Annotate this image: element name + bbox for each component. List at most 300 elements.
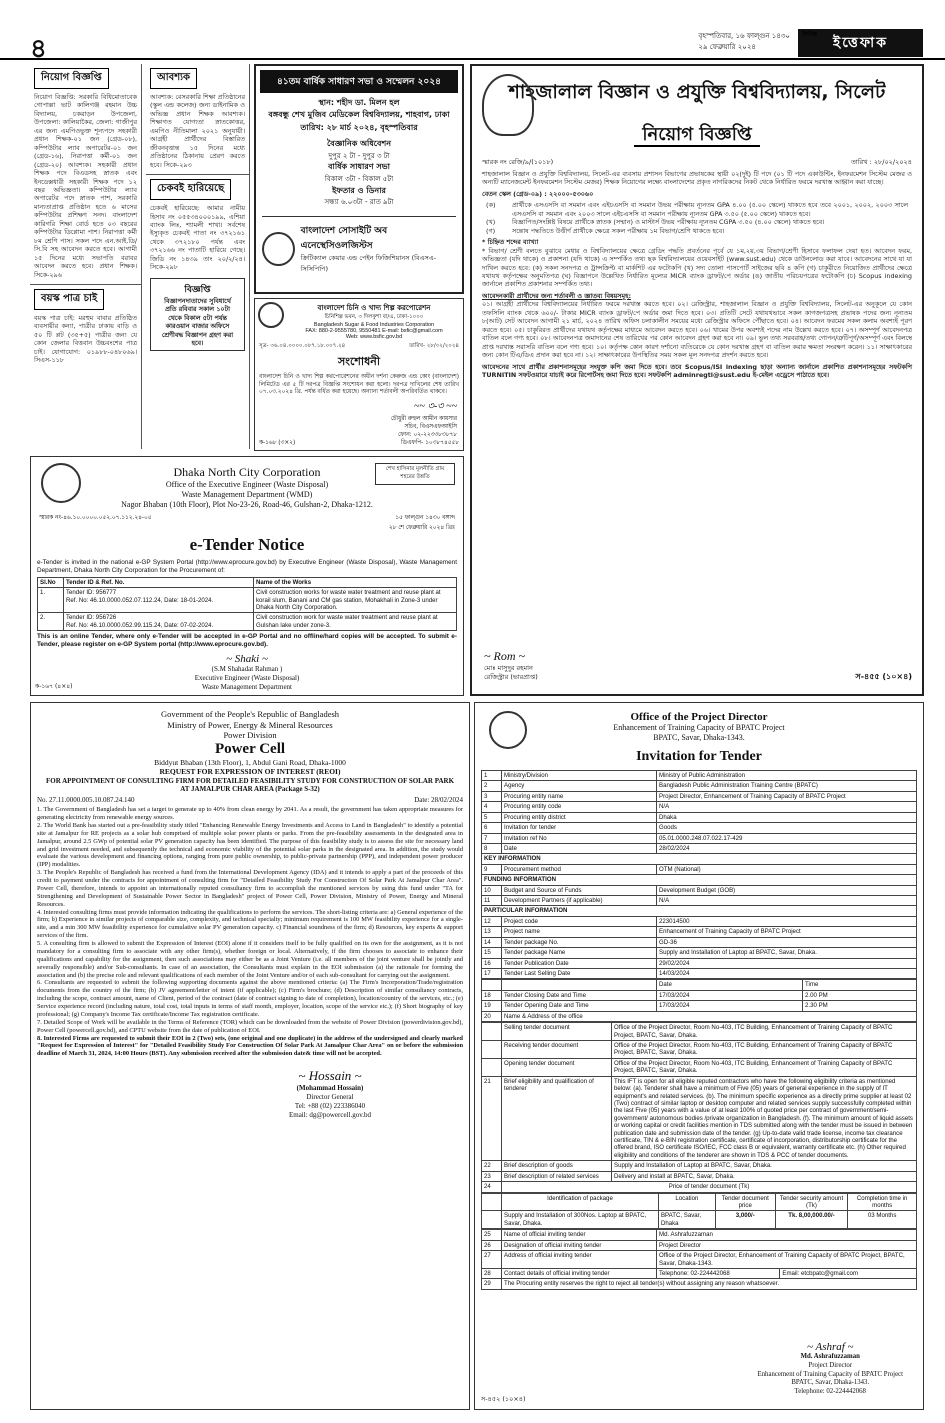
bpatc-r28-label: Contact details of official inviting tender	[502, 1268, 657, 1278]
sust-item-c-label: (গ)	[486, 226, 496, 235]
bpatc-price-col-time: Completion time in months	[848, 1193, 917, 1211]
table-row	[482, 864, 917, 874]
table-row	[38, 588, 457, 613]
bpatc-r22-value: Supply and Installation of Laptop at BPATC, Savar, Dhaka.	[612, 1161, 917, 1171]
bpatc-r19-date: 17/03/2024	[657, 1001, 803, 1011]
power-reoi-heading: REQUEST FOR EXPRESSION OF INTEREST (REOI)	[159, 767, 341, 777]
sust-subtitle: নিয়োগ বিজ্ঞপ্তি	[634, 124, 759, 147]
sust-date: তারিখ : ২৮/০২/২০২৪	[851, 158, 912, 166]
bsfic-address: চিনিশিল্প ভবন, ৩ দিলকুশা বা/এ, ঢাকা-১০০০	[324, 314, 424, 320]
bpatc-row-label: Procuring entity name	[502, 791, 657, 801]
table-row	[482, 1040, 917, 1058]
agm-date: তারিখ: ২৮ মার্চ ২০২৪, বৃহস্পতিবার	[300, 122, 418, 132]
bpatc-r18-time: 2.00 PM	[803, 990, 917, 1000]
bpatc-row-label: Procurement method	[502, 864, 657, 874]
table-row	[482, 1211, 917, 1229]
sust-terms-title: আবেদনকারী প্রার্থীদের জন্য শর্তাবলী ও জ্ঞাতব্য বিষয়সমূহ:	[482, 291, 631, 300]
bpatc-row-no: 2	[482, 781, 502, 791]
bpatc-r27-no: 27	[482, 1251, 502, 1269]
classified-wanted-text: আবশ্যক: বেসরকারি শিক্ষা প্রতিষ্ঠানের (স্কুল এন্ড কলেজ) জন্য ডাইনামিক ও অভিজ্ঞ প্রধান শিক্ষক আবশ্যক। শিক্ষাগত যোগ্যতা স্নাতকোত্তর, এমপিও নীতিমালা ২০২১ অনুযায়ী। আগ্রহী প্রার্থীদের বিস্তারিত জীবনবৃত্তান্ত ১৫ দিনের মধ্যে প্রতিষ্ঠানের ঠিকানায় প্রেরণ করতে হবে। সিকে-২৯৩	[150, 93, 245, 169]
agm-notice	[254, 64, 464, 294]
bpatc-price-col-security: Tender security amount (Tk)	[775, 1193, 848, 1211]
bpatc-row-label: Procuring entity district	[502, 812, 657, 822]
table-row	[482, 927, 917, 937]
bpatc-section-heading: FUNDING INFORMATION	[482, 875, 917, 885]
bpatc-price-header	[482, 1193, 917, 1211]
table-row	[482, 958, 917, 968]
header-date	[698, 31, 790, 53]
classified-groom-text: বয়স্ক পাত্র চাই: মরহুম বাবার প্রতিষ্ঠিত ব্যবসায়ীর কন্যা, পাত্রীর ঢাকায় বাড়ি ও ৫০ টি প্লট (৩৫+৫) পাত্রীর জন্য যে কোন জেলার বিত্তবান উচ্চবংশের পাত্র চাই। যোগাযোগ: ০১৯৮৮-০৪৮০৬৯। সিএস-১১৮	[34, 313, 137, 365]
classified-tag-groom: বয়স্ক পাত্র চাই	[34, 289, 104, 310]
bpatc-r18-label: Tender Closing Date and Time	[502, 990, 657, 1000]
table-row	[482, 791, 917, 801]
bsfic-name: বাংলাদেশ চিনি ও খাদ্য শিল্প করপোরেশন	[317, 304, 431, 312]
power-para-8: 8. Interested Firms are requested to submit their EOI in 2 (Two) sets, (one original and one duplicate) in the address of the undersigned and clearly marked "Request for Expression of Interest" for "Detailed Feasibility Study For Construction Of Solar Park At Jamalpur Char Area" on or before the submission deadline of March 31, 2024, 14:00 Hours (BST). Any submission received after the submission date& time will not be accepted.	[37, 1034, 463, 1058]
bpatc-sell-office: Office of the Project Director, Room No-403, ITC Building, Enhancement of Training Capacity of BPATC Project, BPATC, Savar, Dhaka.	[612, 1023, 917, 1041]
sust-item-c-text: সন্তোষ পদ্ধতিতে উত্তীর্ণ প্রার্থীকে ক্ষেত্রে সকল পরীক্ষায় ১ম বিভাগ/শ্রেণি থাকতে হবে।	[512, 226, 725, 235]
bpatc-row-value: Ministry of Public Administration	[657, 771, 917, 781]
agm-venue-2: বঙ্গবন্ধু শেখ মুজিব মেডিকেল বিশ্ববিদ্যালয়, শাহবাগ, ঢাকা	[268, 110, 450, 120]
power-signer-email: Email: dg@powercell.gov.bd	[288, 1111, 371, 1120]
bpatc-row-value: 29/02/2024	[657, 958, 917, 968]
table-row	[482, 875, 917, 885]
bsfic-notice	[254, 298, 464, 451]
bpatc-row-value: Project Director, Enhancement of Training Capacity of BPATC Project	[657, 791, 917, 801]
dncc-etender-notice	[30, 456, 464, 696]
dncc-address: Nagor Bhaban (10th Floor), Plot No-23-26, Road-46, Gulshan-2, Dhaka-1212.	[121, 500, 373, 509]
sust-signature-mark: ~ Rom ~	[484, 649, 525, 664]
bpatc-row-label: Project name	[502, 927, 657, 937]
agm-session-2: বার্ষিক সাধারণ সভা	[328, 162, 390, 172]
bpatc-row-value: N/A	[657, 896, 917, 906]
bsfic-head	[255, 299, 463, 343]
bpatc-r29-text: The Procuring entity reserves the right to reject all tender(s) without assigning any reason whatsoever.	[502, 1279, 917, 1289]
table-row	[482, 1279, 917, 1289]
table-row	[482, 937, 917, 947]
power-para-1: 1. The Government of Bangladesh has set a target to generate up to 40% from clean energy by 2041. As a result, the government has taken appropriate measures for generating electricity from renewable energy sources.	[37, 806, 463, 821]
bpatc-row-value: Bangladesh Public Administration Training Centre (BPATC)	[657, 781, 917, 791]
bpatc-r28-email: Email: etcbpatc@gmail.com	[780, 1268, 917, 1278]
table-row	[482, 781, 917, 791]
power-para-3: 3. The People's Republic of Bangladesh has received a fund from the International Development Agency (IDA) and it intends to apply a part of the proceeds of this credit to payment under the contracts for appointment of consulting firm for "Detailed Feasibility Study For Construction Of Solar Park At Jamalpur Char Area". Power Cell, therefore, intends to appoint an internationally reputed consultancy firm to accomplish the mentioned services by using this fund under "TA for Strengthening and Development of Sustainable Power Sector in Bangladesh" project of Power Cell, Power Division, Ministry of Power, Energy and Mineral Resources.	[37, 869, 463, 908]
bpatc-row-no: 4	[482, 802, 502, 812]
society-logo-icon	[262, 232, 295, 266]
dncc-row2-sl: 2.	[38, 613, 64, 631]
bpatc-row-label: Project code	[502, 916, 657, 926]
bpatc-row-value: Enhancement of Training Capacity of BPATC Project	[657, 927, 917, 937]
bpatc-signer: Md. Ashrafuzzaman	[800, 1352, 860, 1360]
table-row	[482, 1023, 917, 1041]
bpatc-office: Office of the Project Director	[630, 711, 768, 723]
date-gregorian: ২৯ ফেব্রুয়ারি ২০২৪	[698, 43, 756, 52]
power-cell-reoi	[30, 702, 470, 1410]
sust-signer-role: রেজিস্ট্রার (ভারপ্রাপ্ত)	[484, 673, 538, 682]
power-address: Biddyut Bhaban (13th Floor), 1, Abdul Gani Road, Dhaka-1000	[154, 757, 346, 767]
classified-column-2	[146, 64, 250, 449]
bpatc-row-value: 223014500	[657, 916, 917, 926]
date-bangla: বৃহস্পতিবার, ১৬ ফাল্গুন ১৪৩০	[698, 32, 790, 40]
table-row	[482, 916, 917, 926]
bpatc-r22-label: Brief description of goods	[502, 1161, 612, 1171]
bpatc-row-no: 15	[482, 948, 502, 958]
bpatc-price-time: 03 Months	[848, 1211, 917, 1229]
classified-tag-chequebook: চেকবই হারিয়েছে	[150, 179, 231, 200]
agm-session-2-time: বিকাল ৩টা - বিকাল ৫টা	[324, 174, 394, 183]
table-row	[482, 1251, 917, 1269]
bpatc-price-package: Supply and Installation of 300Nos. Laptop at BPATC, Savar, Dhaka.	[502, 1211, 659, 1229]
dncc-row1-works: Civil construction works for waste water treatment and reuse plant at korail slum, Banani and CM gas station, Mohakhali in Zone-3 under Dhaka North City Corporation.	[254, 588, 457, 613]
bpatc-row-no: 16	[482, 958, 502, 968]
dncc-row1-sl: 1.	[38, 588, 64, 613]
bpatc-time-head: Time	[803, 980, 917, 990]
bpatc-row-no: 12	[482, 916, 502, 926]
bpatc-signer-project: Enhancement of Training Capacity of BPATC Project	[757, 1370, 903, 1378]
bpatc-r19-label: Tender Opening Date and Time	[502, 1001, 657, 1011]
table-row	[482, 812, 917, 822]
dncc-table-wrap	[31, 575, 463, 634]
bpatc-r22-no: 22	[482, 1161, 502, 1171]
classified-tag-job: নিয়োগ বিজ্ঞপ্তি	[34, 68, 109, 89]
bpatc-row-no: 9	[482, 864, 502, 874]
notice-body: বিজ্ঞাপনদাতাদের সুবিধার্থে প্রতি রবিবার সকাল ১০টা থেকে বিকাল ৫টা পর্যন্ত কারওয়ান বাজার অফিসে শ্রেণীবদ্ধ বিজ্ঞাপন গ্রহণ করা হবে।	[161, 296, 234, 347]
bpatc-row-label: Ministry/Division	[502, 771, 657, 781]
bpatc-price-col-doc: Tender document price	[715, 1193, 775, 1211]
table-row	[482, 990, 917, 1000]
bpatc-row-no: 17	[482, 969, 502, 979]
bpatc-row-label: Tender package No.	[502, 937, 657, 947]
bpatc-section-heading: KEY INFORMATION	[482, 854, 917, 864]
power-division: Power Division	[223, 730, 277, 741]
power-signature-mark: ~ Hossain ~	[298, 1068, 362, 1084]
bpatc-signature-mark: ~ Ashraf ~	[806, 1340, 854, 1353]
bpatc-address: BPATC, Savar, Dhaka-1343.	[653, 733, 745, 742]
power-gov-line: Government of the People's Republic of Bangladesh	[160, 709, 340, 719]
sust-notes: * বিভাগ/ শ্রেণী বলতে বুঝাবে মেধার ও বিশ্ববিদ্যালয়ের ক্ষেত্রে গ্রেডিং পদ্ধতি প্রবর্তনের পূর্বে যে ১ম,২য়,৩য় বিভাগ/শ্রেণী হিসাবে ফলাফল দেয়া হত। আবেদন ফরম, অভিজ্ঞতা (যদি থাকে) ও প্রকাশনা (যদি থাকে) এ সম্পর্কিত তথ্য ছক বিশ্ববিদ্যালয়ের ওয়েবসাইট (www.sust.edu) থেকে ডাউনলোড করা যাবে। আবেদনের সাথে যা যা দাখিল করতে হবে: (ক) সকল সনদপত্র ও ট্রান্সক্রিপ্ট বা মার্কশিট এর ফটোকপি (খ) সদ্য তোলা পাসপোর্ট সাইজের ছবি ৪ কপি (গ) চাকুরীতে নিয়োজিত প্রার্থীদের ক্ষেত্রে যথাযথ কর্তৃপক্ষের অনুমতিপত্র (ঘ) বিজ্ঞাপনে উল্লেখিত নির্ধারিত মূল্যের MICR ব্যাংক ড্রাফট/পে অর্ডার (ঙ) জাতীয় পরিচয়পত্রের ফটোকপি (চ) Scopus indexing জার্নালে প্রকাশিত প্রকাশনার সম্পর্কিত তথ্য।	[482, 246, 912, 289]
power-para-4: 4. Interested consulting firms must provide information indicating the qualifications to perform the services. The short-listing criteria are: a) General experience of the firm; b) Experience in similar projects of comparable size, complexity, and technical specialty; minimum requirement is 100 MW feasibility experience for a single-site, and a min 300 MW feasibility experience for cumulative solar PV generation capacity. c) Financial soundness of the firm; d) Resources, key experts & support services of the firm.	[37, 908, 463, 940]
bpatc-row-label: Tender Last Selling Date	[502, 969, 657, 979]
table-row: 21 Brief eligibility and qualification of tenderer This IFT is open for all eligible reputed contractors who have the following eligibility criteria as mentioned below: (a). Tenderer shall have a minimum of Five (05) years of general experience in the supply of IT equipment's and related services. (b). The minimum specific experience as a directly prime supplier at least 02 (Two) contract of similar laptop or desktop computer and related services supply successfully completed within the last Five (05) years with a value of at least 100% of quoted price per contract of government/semi-government/ autonomous bodies /private organization in Bangladesh. (f). The minimum amount of liquid assets or working capital or credit facilities mention in TDS submitted along with the tender must be issued in between publication date and submission date of the tender. (g) Up-to-date valid trade license, income tax clearance certificate, TIN & e-BIN registration certificate, certificate of incorporation, distributorship certificate for the offered brand, ISO certificate ISO/IEC, FCC class B or equivalent, warranty certificate etc. (h) Other required eligibility and conditions of the tenderer are shown in TDS & PCC of tender documents.	[482, 1076, 917, 1161]
bpatc-row-value: Supply and Installation of Laptop at BPATC, Savar, Dhaka.	[657, 948, 917, 958]
dncc-badge: শেখ হাসিনার মূলনীতি গ্রাম শহরের উন্নতি	[375, 463, 455, 485]
bpatc-row-label: Tender Publication Date	[502, 958, 657, 968]
sust-item-a-text: প্রার্থীকে এসএসসি বা সমমান এবং এইচএসসি বা সমমান উভয় পরীক্ষায় ন্যূনতম GPA ৪.০০ (৫.০০ স্কেলে) থাকতে হবে তবে ২০০১, ২০০২, ২০০৩ সালে এসএসসি বা সমমান এবং ২০০৩ সালে এইচএসসি বা সমমান পরীক্ষায় ন্যূনতম GPA ৩.৫০ (৫.০০ স্কেলে) থাকতে হবে।	[512, 201, 908, 218]
bpatc-receive-office: Office of the Project Director, Room No-403, ITC Building, Enhancement of Training Capacity of BPATC Project, BPATC, Savar, Dhaka.	[612, 1040, 917, 1058]
bpatc-date-table	[481, 979, 917, 1022]
dncc-memo: স্মারক নং-৪৬.১০.০০০০.০৫২.০৭.১১২.২৪-০৫	[39, 515, 152, 521]
power-signer-role: Director General	[306, 1093, 354, 1102]
power-signer-tel: Tel: +88 (02) 223386040	[294, 1102, 366, 1111]
bpatc-r23-no: 23	[482, 1171, 502, 1181]
table-row	[482, 771, 917, 781]
page-header	[0, 0, 945, 64]
bpatc-r21-text: This IFT is open for all eligible reputed contractors who have the following eligibility criteria as mentioned below: (a). Tenderer shall have a minimum of Five (05) years of general experience in the supply of IT equipment's and related services. (b). The minimum specific experience as a directly prime supplier at least 02 (Two) contract of similar laptop or desktop computer and related services supply successfully completed within the last Five (05) years with a value of at least 100% of quoted price per contract of government/semi-government/ autonomous bodies /private organization in Bangladesh. (f). The minimum amount of liquid assets or working capital or credit facilities mention in TDS submitted along with the tender must be issued in between publication date and submission date of the tender. (g) Up-to-date valid trade license, income tax clearance certificate, TIN & e-BIN registration certificate, certificate of incorporation, distributorship certificate for the offered brand, ISO certificate ISO/IEC, FCC class B or equivalent, warranty certificate etc. (h) Other required eligibility and conditions of the tenderer are shown in TDS & PCC of tender documents.	[612, 1076, 917, 1161]
bsfic-memo-row	[255, 343, 463, 351]
bpatc-row-no: 14	[482, 937, 502, 947]
bpatc-row-label: Invitation for tender	[502, 823, 657, 833]
list-item	[482, 218, 912, 226]
table-row	[482, 1161, 917, 1171]
bpatc-r19-no: 19	[482, 1001, 502, 1011]
sust-item-b-text: বিজ্ঞাপিত/সংশ্লিষ্ট বিষয়ে প্রার্থীকে স্নাতক (সম্মান) ও মাস্টার্স উভয় পরীক্ষায় ন্যূনতম CGPA ৩.৫০ (৪.০০ স্কেলে) থাকতে হবে।	[512, 218, 825, 227]
bsfic-memo-date: তারিখ- ২৮/০২/২০২৪	[409, 343, 459, 349]
bpatc-section-heading: PARTICULAR INFORMATION	[482, 906, 917, 916]
table-row	[482, 843, 917, 853]
power-memo: No. 27.11.0000.005.10.087.24.140	[37, 796, 135, 805]
sust-signature	[484, 649, 538, 682]
bpatc-row-value: GD-36	[657, 937, 917, 947]
bsfic-code-right: ডিএফপি- ১০৩৮৭৪৫৫৮	[401, 440, 459, 446]
bpatc-signature	[758, 1341, 904, 1397]
table-row	[482, 1268, 917, 1278]
bsfic-heading: সংশোধনী	[338, 355, 380, 368]
sust-terms: ০১। আগ্রহী প্রার্থীদের বিশ্ববিদ্যালয়ের নির্ধারিত ফরমে দরখাস্ত করতে হবে। ০২। রেজিস্ট্রার, শাহজালাল বিজ্ঞান ও প্রযুক্তি বিশ্ববিদ্যালয়, সিলেট-এর অনুকূলে যে কোন তফসিলি ব্যাংক থেকে ৬০০/- টাকার MICR ব্যাংক ড্রাফট/পে অর্ডার জমা দিতে হবে। ০৩। প্রতিটি সেটে যথাযথভাবে সকল কাগজপত্রসহ প্রভাষক পদের জন্য নূন্যতম ৮(আট) সেট আবেদন আগামী ২১ মার্চ, ২০২৪ তারিখ অফিস চলাকালীন সময়ের মধ্যে রেজিস্ট্রার অফিসে পৌঁছাতে হবে। ০৪। আবেদন ফরমের সকল কলাম অবশ্যই পূরণ করতে হবে। ০৫। চাকুরিরত প্রার্থীদের যথাযথ কর্তৃপক্ষের মাধ্যমে আবেদন করতে হবে। ০৬। খামের উপর অবশ্যই পদের নাম উল্লেখ করতে হবে। ০৭। অসম্পূর্ণ আবেদনপত্র বাতিল বলে গণ্য হবে। ০৮। আবেদনপত্র জমাদানের শেষ তারিখের পর কোন আবেদন গ্রহণ করা হবে না। ০৯। ভুল তথ্য সরবরাহ/তথ্য গোপন/ত্রুটিপূর্ণ/অসম্পূর্ণ এবং বিলম্বে প্রাপ্ত দরখাস্ত সরাসরি বাতিল বলে গণ্য হবে। ১০। কর্তৃপক্ষ কোন কারণ দর্শানো ব্যতিরেকে যে কোন দরখাস্ত গ্রহণ বা বাতিল করার ক্ষমতা সংরক্ষণ করেন। ১১। সাক্ষাৎকারের জন্য কোন টিএ/ডিএ প্রদান করা হবে না। ১২। সাক্ষাৎকারের উপস্থিতির সময় সকল মূল সনদপত্র প্রদর্শন করতে হবে।	[482, 300, 912, 360]
society-sub: ক্রিটিক্যাল কেয়ার এন্ড পেইন ফিজিশিয়ানস (বিএসএ-সিসিপিপি)	[300, 253, 437, 273]
bpatc-row-value: Goods	[657, 823, 917, 833]
bpatc-r18-date: 17/03/2024	[657, 990, 803, 1000]
bsfic-signer-role: সচিব, বিএসএফআইসি	[404, 423, 457, 430]
sust-pay-scale: বেতন স্কেল (গ্রেড-০৯) : ২২০০০-৫৩০৬০	[482, 189, 594, 198]
table-row	[482, 1171, 917, 1181]
sust-recruitment-notice	[470, 64, 924, 696]
table-row	[482, 980, 917, 990]
society-name: বাংলাদেশ সোসাইটি অব এনেস্থেসিওলজিস্টস	[300, 225, 388, 251]
dncc-heading: e-Tender Notice	[189, 535, 305, 554]
bpatc-r29-no: 29	[482, 1279, 502, 1289]
sust-signer: মোঃ মাসুদুর রহমান	[484, 664, 533, 673]
bpatc-open-label: Opening tender document	[502, 1058, 612, 1076]
classified-column-1	[30, 64, 142, 449]
table-row	[482, 1240, 917, 1250]
bpatc-row-value: Dhaka	[657, 812, 917, 822]
dncc-table-header	[38, 577, 457, 587]
dncc-tender-table	[37, 577, 457, 632]
power-date: Date: 28/02/2024	[414, 796, 463, 805]
bpatc-price-col-location: Location	[658, 1193, 715, 1211]
dncc-signer-role: Executive Engineer (Waste Disposal)	[194, 674, 300, 683]
masthead-logo	[798, 29, 923, 57]
bpatc-row-value: 28/02/2024	[657, 843, 917, 853]
dncc-col-works: Name of the Works	[254, 577, 457, 587]
sust-title: শাহজালাল বিজ্ঞান ও প্রযুক্তি বিশ্ববিদ্যালয়, সিলেট	[508, 81, 886, 103]
bpatc-r27-value: Office of the Project Director, Enhancement of Training Capacity of BPATC Project, BPATC, Savar, Dhaka-1343.	[657, 1251, 917, 1269]
dncc-date-gregorian: ২৮ শে ফেব্রুয়ারি ২০২৪ খ্রিঃ	[388, 525, 455, 531]
bpatc-price-location: BPATC, Savar, Dhaka	[658, 1211, 715, 1229]
table-row	[482, 854, 917, 864]
bpatc-row-value: Development Budget (GOB)	[657, 885, 917, 895]
bpatc-price-doc: 3,000/-	[715, 1211, 775, 1229]
bsfic-signature	[255, 397, 463, 441]
dncc-signature-mark: ~ Shaki ~	[226, 653, 268, 666]
page-number: ৪	[30, 34, 47, 64]
sust-intro: শাহজালাল বিজ্ঞান ও প্রযুক্তি বিশ্ববিদ্যালয়, সিলেট-এর ব্যবসায় প্রশাসন বিভাগের প্রভাষকের স্থায়ী ০২(দুই) টি পদে (০১ টি পদে একাউন্টিং, ইনফরমেশন সিস্টেম মেজর ও অন্যটি ম্যানেজমেন্ট ইনফরমেশন সিস্টেম মেজর) শিক্ষক নিয়োগের লক্ষ্যে বাংলাদেশের প্রকৃত নাগরিকদের নিকট থেকে নির্ধারিত ফরমে দরখাস্ত আহ্বান করা যাচ্ছে।	[482, 170, 912, 187]
bpatc-row-value: 05.01.0000.248.07.022.17-429	[657, 833, 917, 843]
bpatc-r26-label: Designation of official inviting tender	[502, 1240, 657, 1250]
table-row	[482, 885, 917, 895]
bpatc-row-no: 13	[482, 927, 502, 937]
table-row: 24 Price of tender document (Tk)	[482, 1182, 917, 1192]
table-row	[482, 833, 917, 843]
sust-qualifications	[472, 201, 922, 235]
power-ministry: Ministry of Power, Energy & Mineral Resources	[167, 719, 333, 730]
table-row	[482, 896, 917, 906]
dncc-row1-tender: Tender ID: 956777 Ref. No: 46.10.0000.052.07.112.24, Date: 18-01-2024.	[64, 588, 254, 613]
bpatc-row-label: Date	[502, 843, 657, 853]
dncc-row2-tender: Tender ID: 956726 Ref. No: 46.10.0000.052.99.115.24, Date: 07-02-2024.	[64, 613, 254, 631]
bpatc-row-label: Tender package Name	[502, 948, 657, 958]
sust-code: স-৪৫৫ (১০×৪)	[855, 672, 912, 681]
bpatc-price-security: Tk. 8,00,000.00/-	[775, 1211, 848, 1229]
agm-venue: স্থান: শহীদ ডা. মিলন হল	[318, 98, 400, 107]
table-row	[482, 948, 917, 958]
bsfic-signature-mark: ~~ ৩-৩ ~~	[414, 400, 457, 412]
table-row	[482, 1230, 917, 1240]
agm-title: ৪১তম বার্ষিক সাধারণ সভা ও সম্মেলন ২০২৪	[260, 70, 458, 93]
dncc-memo-row	[31, 510, 463, 533]
power-signer: (Mohammad Hossain)	[296, 1084, 364, 1093]
power-para-7: 7. Detailed Scope of Work will be available in the Terms of Reference (TOR) which can be downloaded from the website of Power Division (powerdivision.gov.bd), Power Cell (powercell.gov.bd), and CPTU website from the date of publication of EOI.	[37, 1018, 463, 1034]
bpatc-r21-label: Brief eligibility and qualification of tenderer	[502, 1076, 612, 1161]
classified-job-text: নিয়োগ বিজ্ঞপ্তি: সরকারি বিধিমোতাবেক গোপাল্লা ভাট কালিগঞ্জ রহমান উচ্চ বিদ্যালয়, চকরাড়ন উপজেলা, উপজেলা: কালিয়াকৈর, জেলা: গাজীপুর এর জন্য এমপিওভুক্ত শূন্যপদে সহকারী প্রধান শিক্ষক-০১ জন (গ্রেড-০৮), কম্পিউটার ল্যাব অপারেটর-০১ জন (গ্রেড-১৬), নিরাপত্তা কর্মী-০১ জন (গ্রেড-২০) আবশ্যক। সহকারী প্রধান শিক্ষক পদে বিএডসহ স্নাতক এবং ইনডেক্সধারী সহকারী শিক্ষক পদে ১২ বছর অভিজ্ঞতা। কম্পিউটার ল্যাব অপারেটর পদে স্নাতক পাশ, সরকারি মান্যতাপ্রাপ্ত প্রতিষ্ঠান হতে ৬ মাসের কম্পিউটার প্রশিক্ষণ সনদ। বাংলাদেশ কারিগরি শিক্ষা বোর্ড হতে ০৩ বছরের কম্পিউটার ডিপ্লোমা পাশ। নিরাপত্তা কর্মী ৮ম শ্রেণি পাস। সকল পদে এন.আই.ডি/সি.বি সহ আবেদন করতে হবে। আগামী ১৫ দিনের মধ্যে সভাপতি বরাবর আবেদন করতে হবে। প্রধান শিক্ষক। সিকে-২৯৬	[34, 93, 137, 279]
bpatc-price-col-package: Identification of package	[502, 1193, 659, 1211]
bpatc-open-office: Office of the Project Director, Room No-403, ITC Building, Enhancement of Training Capacity of BPATC Project, BPATC, Savar, Dhaka.	[612, 1058, 917, 1076]
bpatc-row-no: 11	[482, 896, 502, 906]
bpatc-r23-label: Brief description of related services	[502, 1171, 612, 1181]
dncc-row2-works: Civil construction work for waste water treatment and reuse plant at Gulshan lake under zone-3.	[254, 613, 457, 631]
dncc-logo-icon	[41, 463, 81, 503]
sust-notes-title: * চিহ্নিত শব্দের ব্যাখ্যা	[482, 238, 539, 247]
bpatc-row-label: Development Partners (if applicable)	[502, 896, 657, 906]
sust-item-b-label: (খ)	[486, 218, 496, 227]
bpatc-row-label: Invitation ref No	[502, 833, 657, 843]
notice-title: বিজ্ঞপ্তি	[184, 284, 211, 295]
bpatc-r25-label: Name of official inviting tender	[502, 1230, 657, 1240]
bpatc-row-no: 5	[482, 812, 502, 822]
bpatc-tender-table	[481, 770, 917, 979]
bpatc-row-value: N/A	[657, 802, 917, 812]
dncc-dept: Waste Management Department (WMD)	[181, 490, 313, 499]
list-item	[482, 201, 912, 218]
bpatc-heading: Invitation for Tender	[636, 749, 762, 764]
table-row	[482, 1058, 917, 1076]
table-row: 20 Name & Address of the office	[482, 1011, 917, 1021]
power-para-5: 5. A consulting firm is allowed to submit the Expression of Interest (EOI) alone if it considers itself to be fully qualified on its own for the assignment, as it is not mandatory for a consulting firm to associate with any other firm(s), whether foreign or local. Alternatively, if the firm chooses to associate to enhance their qualifications and capability for the assignment, then such associations may either be as a Joint Venture (i.e. all members of the joint venture shall be jointly and severally responsible) and/or Sub-consultants. In case of an association, the Consultants must explain in the EOI submission (a) the rationale for forming the association and (b) the precise role and relevant qualifications of each member of the Joint Venture and/or of each sub-consultant for carrying out the assignment.	[37, 940, 463, 979]
bpatc-signer-address: BPATC, Savar, Dhaka-1343.	[791, 1379, 870, 1387]
bsfic-body: বাংলাদেশ চিনি ও খাদ্য শিল্প করপোরেশনের অধীন দর্শনা কেরুজ এন্ড কোং (বাংলাদেশ) লিমিটেড এর ৫ টি দরপত্র বিজ্ঞপ্তি সংশোধন করা হলো। দরপত্র দাখিলের শেষ তারিখ ০৭.০৩.২০২৪ খ্রি. পর্যন্ত বর্ধিত করা হয়েছে। অন্যান্য শর্তাবলী অপরিবর্তিত থাকবে।	[259, 374, 459, 396]
table-row	[482, 1001, 917, 1011]
bpatc-row-no: 8	[482, 843, 502, 853]
bpatc-r20-label: Name & Address of the office	[502, 1011, 917, 1021]
table-row	[482, 802, 917, 812]
bpatc-project: Enhancement of Training Capacity of BPATC Project	[613, 723, 785, 732]
dncc-col-tender: Tender ID & Ref. No.	[64, 577, 254, 587]
bsfic-memo: সূত্র- ৩৬.০৪.০০০০.০৮৭.১৮.০০৭.২৪	[259, 343, 346, 349]
sust-logo-icon	[482, 74, 534, 136]
power-reoi-subject: FOR APPOINTMENT OF CONSULTING FIRM FOR DETAILED FEASIBILITY STUDY FOR CONSTRUCTION OF SOLAR PARK AT JAMALPUR CHAR AREA (Package S-32)	[45, 776, 455, 794]
bpatc-logo-icon	[489, 711, 527, 749]
classified-tag-wanted: আবশ্যক	[150, 68, 197, 89]
table-row	[482, 906, 917, 916]
bpatc-row-no: 10	[482, 885, 502, 895]
table-row	[38, 613, 457, 631]
bpatc-office-table	[481, 1022, 917, 1192]
bpatc-r19-time: 2.30 PM	[803, 1001, 917, 1011]
bpatc-signer-tel: Telephone: 02-224442068	[794, 1388, 866, 1396]
bpatc-row-no: 1	[482, 771, 502, 781]
bpatc-row-value: 14/03/2024	[657, 969, 917, 979]
bpatc-code: স-৪৫২ (১০×৪)	[481, 1395, 526, 1403]
table-row	[482, 969, 917, 979]
notice-box	[150, 278, 245, 352]
power-para-2: 2. The World Bank has started out a pre-feasibility study titled "Enhancing Renewable Energy Investments and Access to Land in Bangladesh" to identify a potential site at Jamalpur for RE projects as a solar hub comprised of multiple solar power plants or parks. From the pre-feasibility assessments in the designated area in Jamalpur, around 2.5 GWp of potential solar PV generation capacity has been identified. The purpose of this feasibility study is to assess the site for necessary land and grid investment needed, and subsequently the technical and economic viability of the potential solar parks in the designated area. In addition, the study would evaluate the various development and financing options, ranging from pure public ownership, to public-private partnership (PPP), and independent power producer (IPP) modalities.	[37, 821, 463, 869]
list-item	[482, 227, 912, 235]
dncc-date-bangla: ১৫ ফাল্গুন ১৪৩০ বঙ্গাব্দ	[395, 515, 455, 521]
sust-memo: স্মারক নং রেজি/৯/(১০১৮)	[482, 158, 554, 166]
dncc-col-sl: Sl.No	[38, 577, 64, 587]
bpatc-r27-label: Address of official inviting tender	[502, 1251, 657, 1269]
power-memo-row	[31, 794, 469, 806]
bpatc-sell-label: Selling tender document	[502, 1023, 612, 1041]
bpatc-row-no: 6	[482, 823, 502, 833]
power-title: Power Cell	[214, 740, 286, 757]
bsfic-logo-icon	[258, 302, 284, 328]
society-block	[262, 216, 456, 275]
bpatc-r23-value: Delivery and install at BPATC, Savar, Dhaka.	[612, 1171, 917, 1181]
bpatc-r25-value: Md. Ashrafuzzaman	[657, 1230, 917, 1240]
bpatc-r26-value: Project Director	[657, 1240, 917, 1250]
bpatc-r28-phone: Telephone: 02-224442068	[657, 1268, 780, 1278]
bpatc-row-label: Procuring entity code	[502, 802, 657, 812]
bpatc-price-table	[481, 1193, 917, 1230]
bpatc-row-label: Agency	[502, 781, 657, 791]
table-row	[482, 823, 917, 833]
dncc-office: Office of the Executive Engineer (Waste Disposal)	[165, 480, 329, 489]
bpatc-price-title: Price of tender document (Tk)	[502, 1182, 917, 1192]
dncc-title: Dhaka North City Corporation	[173, 465, 321, 479]
bpatc-table-wrap	[475, 770, 923, 1290]
bpatc-date-head: Date	[657, 980, 803, 990]
masthead-text: ইত্তেফাক	[832, 35, 888, 51]
bpatc-signer-role: Project Director	[808, 1361, 853, 1369]
dncc-intro: e-Tender is invited in the national e-GP System Portal (http://www.eprocure.gov.bd) by Executive Engineer (Waste Disposal), Waste Management Department, Dhaka North City Corporation for the Procurement of:	[37, 559, 457, 574]
bpatc-tail-table	[481, 1229, 917, 1290]
dncc-signer: (S.M Shahadat Rahman )	[211, 665, 283, 674]
bsfic-signer: চৌধুরী রুহুল আমীন কায়সার	[390, 415, 457, 422]
sust-memo-row	[472, 151, 922, 170]
agm-session-3-time: সন্ধ্যা ৬.০৩টা - রাত ৯টা	[324, 198, 394, 207]
bpatc-r25-no: 25	[482, 1230, 502, 1240]
sust-item-a-label: (ক)	[486, 201, 496, 210]
bpatc-row-label: Budget and Source of Funds	[502, 885, 657, 895]
bsfic-signer-phone: ফোন: ০২-২২৩৩৮৩৮৭৮	[397, 431, 457, 438]
power-signature	[191, 1068, 469, 1120]
agm-session-1-time: দুপুর ২ টা - দুপুর ৩ টা	[328, 151, 390, 160]
bsfic-fax: FAX: 880-2-9555780, 9550481 E-mail: bsfic@gmail.com	[305, 328, 443, 334]
classified-chequebook-text: চেকবই হারিয়েছে: আমার নামীয় হিসাব নং ০৫৫৩৪০০০১৯৯, এশিয়া ব্যাংক লিঃ, শ্যামলী শাখা। সর্বশেষ ইস্যুকৃত চেকবই পাতা নং ৩৭২১৬১ থেকে ৩৭২১৮০ পর্যন্ত এবং ৩৭২১৬৬ নং পাতাটি হারিয়ে গেছে। জিডি নং ১৪৩৯ তাং ২০/২/২৪। সিকে-২৯৮	[150, 204, 245, 272]
bsfic-name-en: Bangladesh Sugar & Food Industries Corporation	[313, 322, 435, 328]
bpatc-receive-label: Receiving tender document	[502, 1040, 612, 1058]
bpatc-row-value: OTM (National)	[657, 864, 917, 874]
dncc-signature	[31, 653, 463, 692]
sust-closing: আবেদনের সাথে প্রার্থীর প্রকাশনাসমূহের সংযুক্ত কপি জমা দিতে হবে। তবে Scopus/ISI indexing ছাড়া অন্যান্য জার্নালে প্রকাশিত প্রকাশনাসমূহের সফটকপি TURNITIN সফটওয়ারে যাচাই করে রিপোর্টসহ জমা দিতে হবে। সফটকপি adminregtl@sust.edu ই-মেইল এড্রেসে পাঠাতে হবে।	[482, 362, 912, 379]
bpatc-r28-no: 28	[482, 1268, 502, 1278]
power-para-6: 6. Consultants are requested to submit the following supporting documents against the above mentioned criteria: (a) The Firm's Incorporation/Trade/registration documents from the country of the firm; (b) JV agreement/letter of intent (if applicable); (c) Firm's brochure; (d) Description of similar consultancy contracts, including the scope, contract amount, name of Client, period of the contract (date of contract signing to date of completion), location/country of the services, etc.; (e) Service experience record (including nature, total cost, total inputs in terms of staff month, employer, location, scope of the service etc.); (f) Short biography of key professional; (g) Company's Income Tax certificate/Income Tax registration certificate.	[37, 979, 463, 1018]
bpatc-tender-notice	[474, 702, 924, 1410]
dncc-footer: This is an online Tender, where only e-Tender will be accepted in e-GP Portal and no offline/hard copies will be accepted. To submit e-Tender, please register on e-GP System portal (http://www.eprocure.gov.bd).	[37, 633, 457, 649]
masthead-small: দৈনিক	[802, 31, 818, 38]
agm-session-1: বৈজ্ঞানিক অধিবেশন	[327, 139, 391, 149]
bpatc-row-no: 7	[482, 833, 502, 843]
bpatc-r26-no: 26	[482, 1240, 502, 1250]
